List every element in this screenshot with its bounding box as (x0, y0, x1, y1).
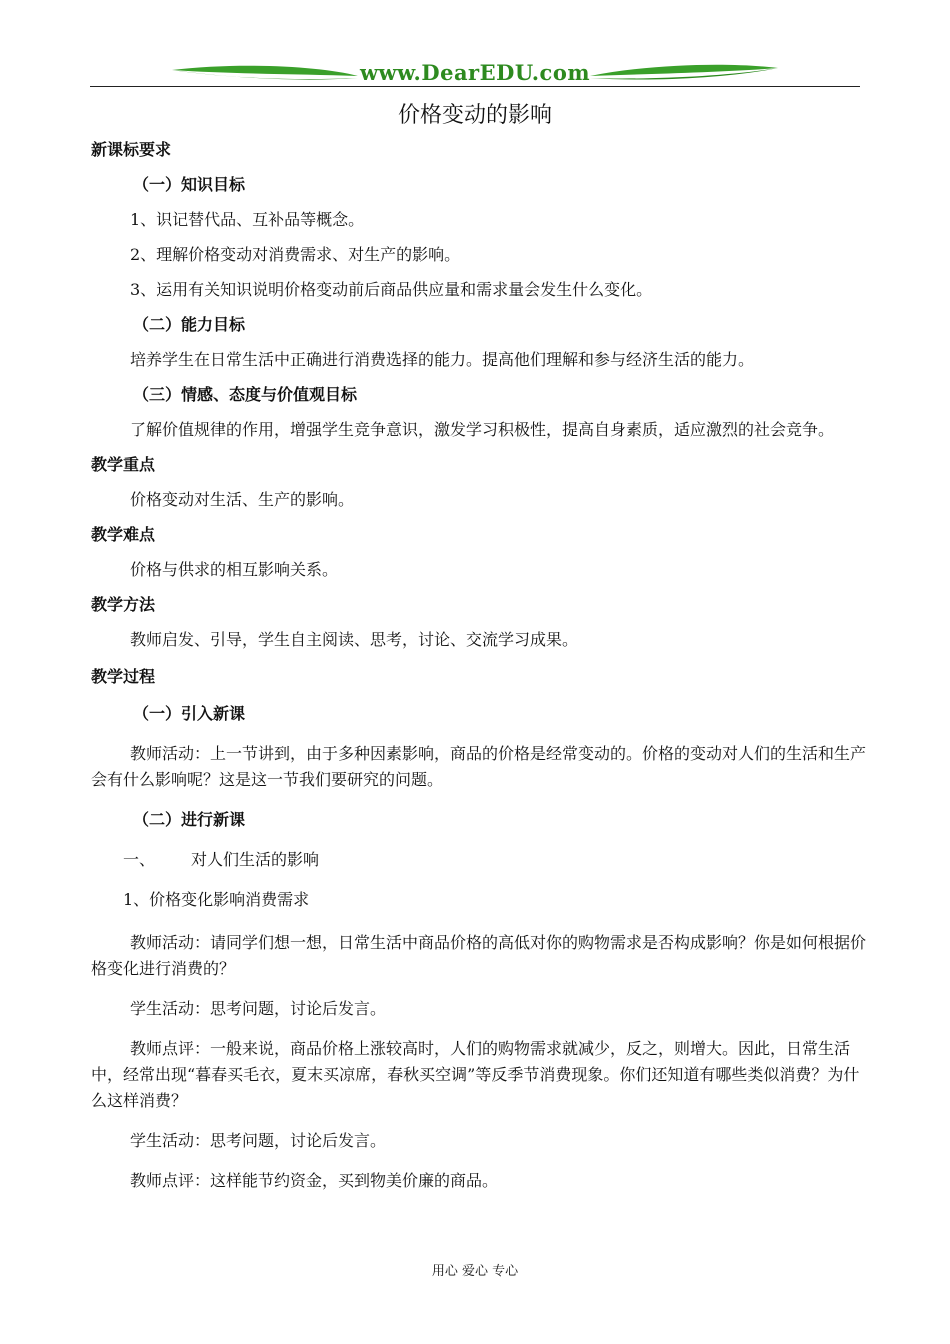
section-heading-process: 教学过程 (91, 667, 156, 686)
paragraph: 教师点评：一般来说，商品价格上涨较高时，人们的购物需求就减少，反之，则增大。因此，日常生活中，经常出现“暮春买毛衣，夏末买凉席，春秋买空调”等反季节消费现象。你们还知道有哪些类似消费？为什么这样消费？ (91, 1039, 860, 1110)
outline-text: 对人们生活的影响 (191, 850, 320, 869)
list-item: 1、识记替代品、互补品等概念。 (130, 210, 365, 229)
outline-number: 一、 (123, 850, 156, 869)
list-item: 2、理解价格变动对消费需求、对生产的影响。 (130, 245, 461, 264)
paragraph: 学生活动：思考问题，讨论后发言。 (130, 999, 387, 1018)
paragraph: 教师活动：上一节讲到，由于多种因素影响，商品的价格是经常变动的。价格的变动对人们的生活和生产会有什么影响呢？这是这一节我们要研究的问题。 (91, 744, 867, 789)
subheading-values: （三）情感、态度与价值观目标 (133, 385, 358, 404)
point-heading: 1、价格变化影响消费需求 (123, 890, 310, 909)
subheading-new-lesson: （二）进行新课 (133, 810, 246, 829)
subheading-intro: （一）引入新课 (133, 704, 246, 723)
subheading-ability: （二）能力目标 (133, 315, 246, 334)
page-title: 价格变动的影响 (397, 103, 552, 128)
outline-item (91, 847, 871, 873)
list-item: 3、运用有关知识说明价格变动前后商品供应量和需求量会发生什么变化。 (130, 280, 653, 299)
header-divider (90, 86, 860, 87)
paragraph: 教师点评：这样能节约资金，买到物美价廉的商品。 (130, 1171, 499, 1190)
paragraph: 培养学生在日常生活中正确进行消费选择的能力。提高他们理解和参与经济生活的能力。 (130, 350, 755, 369)
paragraph: 价格变动对生活、生产的影响。 (130, 490, 355, 509)
paragraph: 价格与供求的相互影响关系。 (130, 560, 339, 579)
paragraph: 学生活动：思考问题，讨论后发言。 (130, 1131, 387, 1150)
subheading-knowledge: （一）知识目标 (133, 175, 246, 194)
paragraph: 教师活动：请同学们想一想，日常生活中商品价格的高低对你的购物需求是否构成影响？你是如何根据价格变化进行消费的？ (91, 933, 867, 978)
page-footer: 用心 爱心 专心 (431, 1264, 519, 1279)
section-heading-methods: 教学方法 (91, 595, 156, 614)
section-heading-key-points: 教学重点 (91, 455, 156, 474)
section-heading-difficulties: 教学难点 (91, 525, 156, 544)
document-body (91, 137, 871, 1194)
paragraph: 教师启发、引导，学生自主阅读、思考，讨论、交流学习成果。 (130, 630, 579, 649)
paragraph: 了解价值规律的作用，增强学生竞争意识，激发学习积极性，提高自身素质，适应激烈的社会竞争。 (130, 420, 835, 439)
logo-text: www.DearEDU.com (359, 60, 591, 85)
section-heading-standards: 新课标要求 (91, 140, 172, 159)
